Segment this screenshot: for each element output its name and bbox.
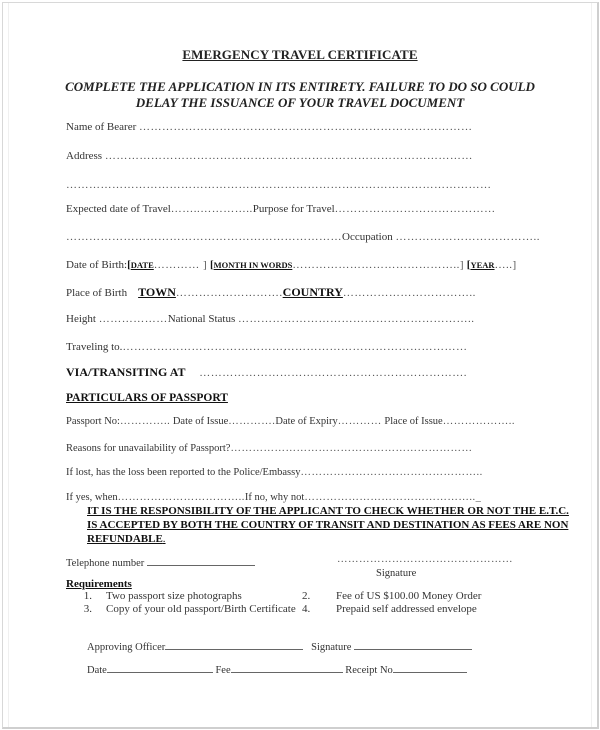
date-of-expiry-label: Date of Expiry <box>275 416 338 427</box>
approving-officer-field[interactable] <box>165 640 303 650</box>
notice-line-3: REFUNDABLE <box>87 533 163 545</box>
if-no-why-not-label: If no, why not <box>244 492 305 503</box>
height-label: Height <box>66 313 96 325</box>
national-status-label: National Status <box>167 313 236 325</box>
address-row <box>66 150 473 162</box>
notice-line-3-suffix: . <box>162 533 166 545</box>
receipt-no-label: Receipt No <box>345 665 393 676</box>
place-of-issue-label: Place of Issue <box>384 416 443 427</box>
national-status-field[interactable]: …………………………………………………….. <box>237 313 475 325</box>
pob-country-tag: COUNTRY <box>282 285 343 299</box>
requirement-number: 1. <box>83 590 92 602</box>
telephone-field[interactable] <box>147 556 255 566</box>
passport-section-heading-row <box>66 392 228 404</box>
address-field[interactable]: …………………………………………………………………………………… <box>104 150 473 162</box>
requirement-number: 4. <box>302 603 311 615</box>
loss-reported-field[interactable]: ………………………………………….. <box>300 467 483 478</box>
loss-reported-label: If lost, has the loss been reported to the Police/Embassy <box>66 467 301 478</box>
name-of-bearer-field[interactable]: …………………………………………………………………………… <box>139 121 473 133</box>
applicant-signature-field[interactable]: ………………………………………… <box>337 554 513 565</box>
telephone-row <box>66 556 255 569</box>
via-transiting-label: VIA/TRANSITING AT <box>66 365 186 379</box>
loss-reported-row <box>66 467 483 478</box>
occupation-label: Occupation <box>342 231 393 243</box>
notice-line-1: IT IS THE RESPONSIBILITY OF THE APPLICANT TO CHECK WHETHER OR NOT THE E.T.C. <box>87 505 569 517</box>
height-status-row <box>66 313 474 325</box>
pob-town-tag: TOWN <box>138 285 176 299</box>
requirements-row-2 <box>70 603 481 616</box>
passport-no-field[interactable]: ………….. <box>119 416 171 427</box>
notice-line-3-wrap <box>87 532 569 546</box>
approving-officer-label: Approving Officer <box>87 642 166 653</box>
if-yes-when-label: If yes, when <box>66 492 118 503</box>
page-edge <box>591 3 592 727</box>
requirements-row-1 <box>70 590 481 603</box>
dob-month-field[interactable]: ……………………………………..] <box>292 259 465 271</box>
traveling-to-field[interactable]: ……………………………………………………………………………… <box>122 341 468 353</box>
traveling-to-label: Traveling to. <box>66 341 123 353</box>
date-of-expiry-field[interactable]: ………… <box>337 416 382 427</box>
passport-no-label: Passport No: <box>66 416 120 427</box>
document-title: EMERGENCY TRAVEL CERTIFICATE <box>182 47 418 62</box>
dob-date-tag: DATE <box>130 260 154 270</box>
date-of-issue-label: Date of Issue <box>172 416 229 427</box>
notice-line-2: IS ACCEPTED BY BOTH THE COUNTRY OF TRANSIT AND DESTINATION AS FEES ARE NON <box>87 519 569 531</box>
travel-date-purpose-row <box>66 203 496 215</box>
date-label: Date <box>87 665 107 676</box>
traveling-to-row <box>66 341 467 353</box>
place-of-issue-field[interactable]: ……………….. <box>442 416 515 427</box>
occupation-row <box>66 231 540 243</box>
instructions-line-1: COMPLETE THE APPLICATION IN ITS ENTIRETY. FAILURE TO DO SO COULD <box>65 79 535 94</box>
receipt-no-field[interactable] <box>393 663 467 673</box>
expected-date-field[interactable]: ……..………….. <box>170 203 253 215</box>
responsibility-notice <box>87 504 569 546</box>
date-field[interactable] <box>107 663 213 673</box>
instructions-line-2: DELAY THE ISSUANCE OF YOUR TRAVEL DOCUMENT <box>135 95 465 110</box>
requirement-text: Fee of US $100.00 Money Order <box>336 590 482 602</box>
height-field[interactable]: ……………… <box>98 313 168 325</box>
telephone-label: Telephone number <box>66 558 145 569</box>
reasons-unavailable-row <box>66 443 472 454</box>
reasons-unavailable-field[interactable]: ………………………………………………………… <box>230 443 473 454</box>
fee-field[interactable] <box>231 663 343 673</box>
requirement-number: 2. <box>302 590 311 602</box>
address-line-2-field[interactable]: ………………………………………………………………………………………………… <box>66 179 492 191</box>
if-no-why-not-field[interactable]: ……………………………………….._ <box>304 492 482 503</box>
place-of-birth-label: Place of Birth <box>66 287 128 299</box>
dob-month-tag: MONTH IN WORDS <box>213 260 293 270</box>
name-of-bearer-row <box>66 121 473 133</box>
approving-officer-row <box>87 640 472 653</box>
if-yes-no-row <box>66 492 481 503</box>
date-fee-receipt-row <box>87 663 467 676</box>
address-label: Address <box>66 150 103 162</box>
purpose-label: Purpose for Travel <box>252 203 335 215</box>
passport-details-row <box>66 416 515 427</box>
name-of-bearer-label: Name of Bearer <box>66 121 137 133</box>
purpose-line-2-field[interactable]: ……………………………………………………………… <box>66 231 342 243</box>
requirement-text: Two passport size photographs <box>106 590 242 602</box>
dob-year-tag: YEAR <box>470 260 495 270</box>
expected-date-label: Expected date of Travel <box>66 203 171 215</box>
officer-signature-label: Signature <box>311 642 352 653</box>
date-of-birth-row: Date of Birth:[DATE………… ] [MONTH IN WORDS……………………………………..] [YEAR…..] <box>66 259 517 271</box>
requirement-text: Prepaid self addressed envelope <box>336 603 477 615</box>
requirements-list <box>70 590 481 616</box>
page-edge <box>8 3 9 727</box>
requirements-heading: Requirements <box>66 578 132 590</box>
purpose-field[interactable]: …………………………………… <box>334 203 496 215</box>
address-line-2-row <box>66 179 492 191</box>
officer-signature-field[interactable] <box>354 640 472 650</box>
date-of-birth-label: Date of Birth: <box>66 259 128 271</box>
via-transiting-field[interactable]: ……………………………………………………………. <box>199 367 467 379</box>
pob-town-field[interactable]: ………………………. <box>175 287 283 299</box>
date-of-issue-field[interactable]: …………. <box>228 416 276 427</box>
place-of-birth-row <box>66 285 476 300</box>
if-yes-when-field[interactable]: …………………………….. <box>117 492 245 503</box>
requirement-text: Copy of your old passport/Birth Certificate <box>106 603 296 615</box>
applicant-signature-label: Signature <box>376 568 417 579</box>
passport-section-heading: PARTICULARS OF PASSPORT <box>66 392 228 404</box>
reasons-unavailable-label: Reasons for unavailability of Passport? <box>66 443 231 454</box>
pob-country-field[interactable]: …………………………….. <box>342 287 476 299</box>
dob-year-field[interactable]: …..] <box>494 259 517 271</box>
requirement-number: 3. <box>83 603 92 615</box>
fee-label: Fee <box>215 665 231 676</box>
via-transiting-row <box>66 365 467 380</box>
dob-date-field[interactable]: ………… ] <box>153 259 208 271</box>
occupation-field[interactable]: ……………………………….. <box>395 231 540 243</box>
